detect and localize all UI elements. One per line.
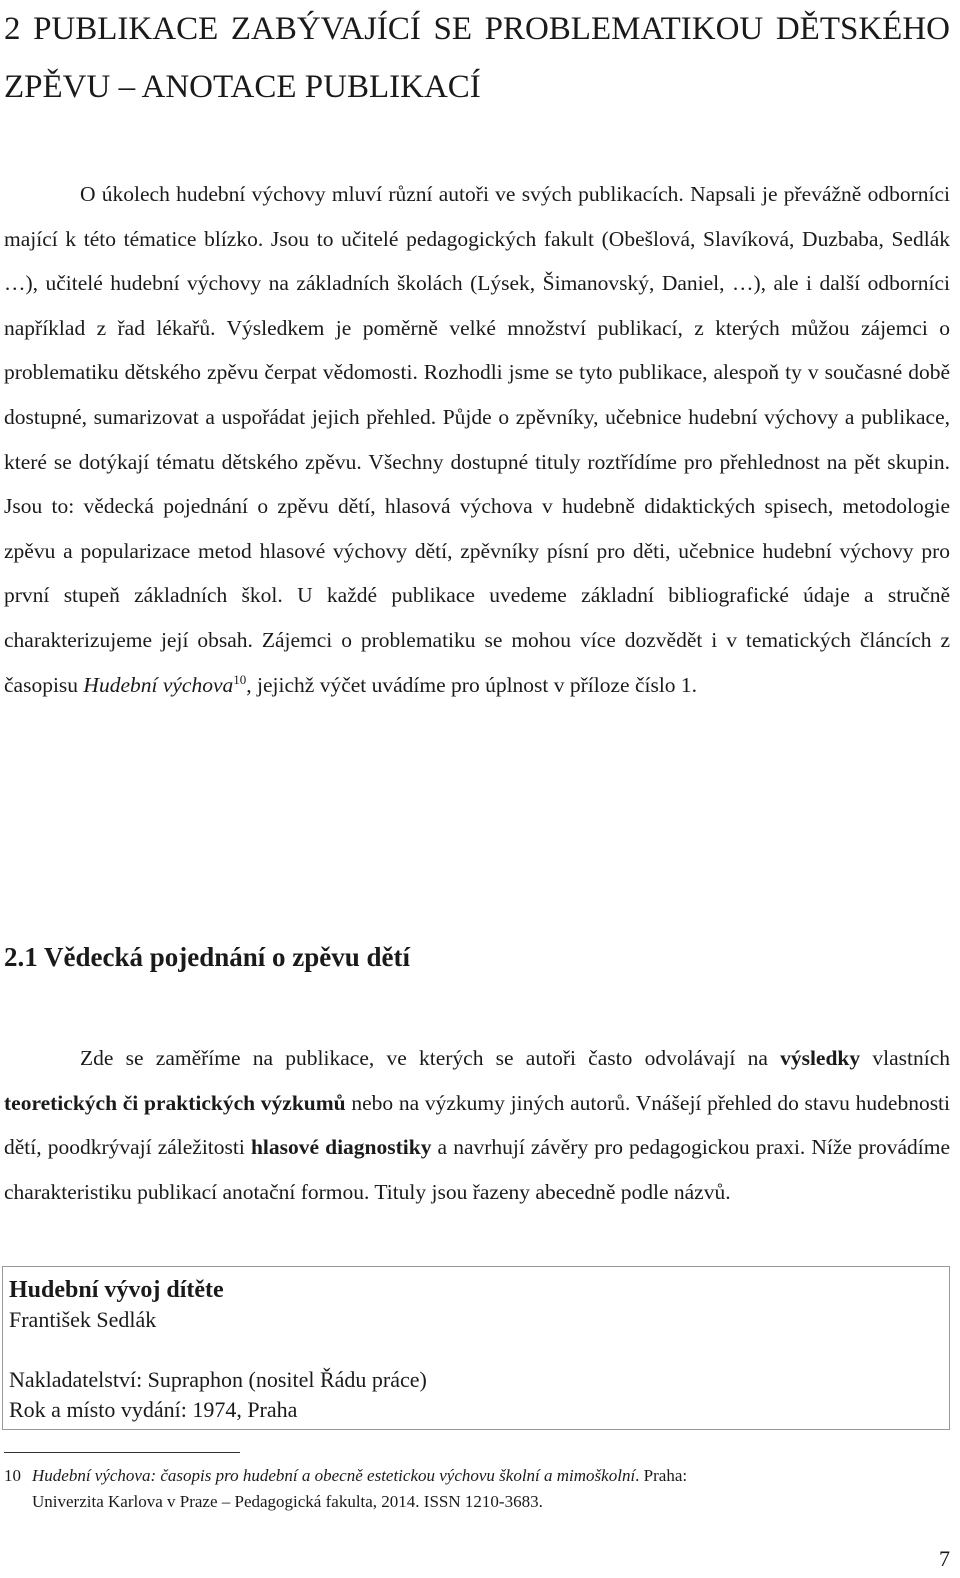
footnote-divider [4,1452,240,1453]
section-paragraph [4,1036,950,1214]
section-text-3: nebo na výzkumy jiných autorů. Vnášejí přehled do stavu hudebnosti dětí, poodkrývají záležitosti [4,1090,951,1160]
intro-text-before: O úkolech hudební výchovy mluví různí autoři ve svých publikacích. Napsali je převážně odborníci mající k této tématice blízko. Jsou to učitelé pedagogických fakult (Obešlová, Slavíková, Duzbaba, Sedlák …), učitelé hudební výchovy na základních školách (Lýsek, Šimanovský, Daniel, …), ale i další odborníci například z řad lékařů. Výsledkem je poměrně velké množství publikací, z kterých můžou zájemci o problematiku dětského zpěvu čerpat vědomosti. Rozhodli jsme se tyto publikace, alespoň ty v současné době dostupné, sumarizovat a uspořádat jejich přehled. Půjde o zpěvníky, učebnice hudební výchovy a publikace, které se dotýkají tématu dětského zpěvu. Všechny dostupné tituly roztřídíme pro přehlednost na pět skupin. Jsou to: vědecká pojednání o zpěvu dětí, hlasová výchova v hudebně didaktických spisech, metodologie zpěvu a popularizace metod hlasové výchovy dětí, zpěvníky písní pro děti, učebnice hudební výchovy pro první stupeň základních škol. U každé publikace uvedeme základní bibliografické údaje a stručně charakterizujeme její obsah. Zájemci o problematiku se mohou více dozvědět i v tematických článcích z časopisu [4,182,950,697]
chapter-title: 2 PUBLIKACE ZABÝVAJÍCÍ SE PROBLEMATIKOU DĚTSKÉHO ZPĚVU – ANOTACE PUBLIKACÍ [4,11,950,105]
spacer [9,1335,943,1365]
section-text-1: Zde se zaměříme na publikace, ve kterých se autoři často odvolávají na [80,1046,781,1070]
publication-year-place: Rok a místo vydání: 1974, Praha [9,1397,298,1422]
section-title: 2.1 Vědecká pojednání o zpěvu dětí [4,942,411,972]
section-text-4: a navrhují závěry pro pedagogickou praxi. Níže provádíme charakteristiku publikací anotační formou. Tituly jsou řazeny abecedně podle názvů. [4,1135,950,1204]
emphasis-results: výsledky [780,1046,861,1070]
publication-publisher: Nakladatelství: Supraphon (nositel Řádu práce) [9,1367,427,1392]
footnote-line-2: Univerzita Karlova v Praze – Pedagogická fakulta, 2014. ISSN 1210-3683. [32,1492,543,1511]
footnote-line-1 [4,1463,950,1489]
emphasis-diagnostics: hlasové diagnostiky [250,1135,432,1160]
publication-author: František Sedlák [9,1307,157,1332]
footnote-journal: Hudební výchova: časopis pro hudební a obecně estetickou výchovu školní a mimoškolní [32,1466,636,1485]
section-text-2: vlastních [860,1046,951,1070]
intro-paragraph [4,172,950,707]
footnote [4,1463,950,1515]
publication-box [2,1266,950,1430]
footnote-rest: . Praha: [635,1466,688,1485]
page-number: 7 [939,1546,950,1571]
journal-name: Hudební výchova [83,672,234,697]
footnote-reference[interactable]: 10 [233,671,247,687]
publication-title: Hudební vývoj dítěte [9,1277,224,1303]
footnote-number: 10 [4,1466,21,1485]
intro-text-after: , jejichž výčet uvádíme pro úplnost v příloze číslo 1. [246,672,698,697]
emphasis-research: teoretických či praktických výzkumů [4,1090,346,1115]
